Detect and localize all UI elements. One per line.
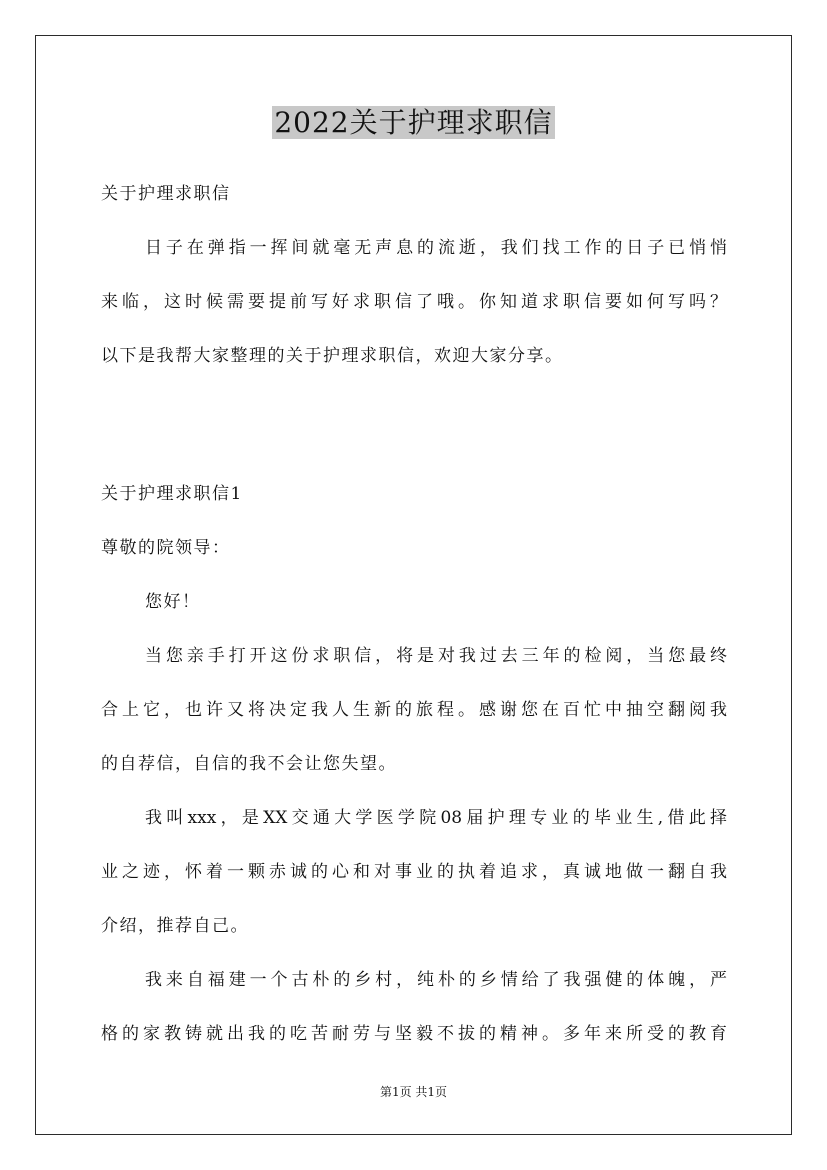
p1-line-1: 当您亲手打开这份求职信，将是对我过去三年的检阅，当您最终 xyxy=(145,646,727,666)
document-body xyxy=(101,172,727,1066)
p1-line-2: 合上它，也许又将决定我人生新的旅程。感谢您在百忙中抽空翻阅我 xyxy=(101,700,727,720)
subtitle: 关于护理求职信 xyxy=(101,184,231,204)
intro-line-1: 日子在弹指一挥间就毫无声息的流逝，我们找工作的日子已悄悄 xyxy=(145,238,727,258)
letter-salutation: 尊敬的院领导： xyxy=(101,538,231,558)
p1-line-3: 的自荐信，自信的我不会让您失望。 xyxy=(101,754,397,774)
p3-line-2: 格的家教铸就出我的吃苦耐劳与坚毅不拔的精神。多年来所受的教育 xyxy=(101,1024,727,1044)
p2-line-1: 我叫xxx，是XX交通大学医学院08届护理专业的毕业生,借此择 xyxy=(145,808,727,828)
page-footer: 第1页 共1页 xyxy=(379,1085,448,1099)
document-title xyxy=(0,104,827,142)
p2-line-2: 业之迹，怀着一颗赤诚的心和对事业的执着追求，真诚地做一翻自我 xyxy=(101,862,727,882)
letter-greeting: 您好！ xyxy=(145,592,201,612)
letter-heading: 关于护理求职信1 xyxy=(101,484,243,504)
p3-line-1: 我来自福建一个古朴的乡村，纯朴的乡情给了我强健的体魄，严 xyxy=(145,970,727,990)
intro-line-2: 来临，这时候需要提前写好求职信了哦。你知道求职信要如何写吗？ xyxy=(101,292,727,312)
document-title-text: 2022关于护理求职信 xyxy=(274,106,553,139)
p2-line-3: 介绍，推荐自己。 xyxy=(101,916,249,936)
spacer xyxy=(101,388,727,472)
intro-line-3: 以下是我帮大家整理的关于护理求职信，欢迎大家分享。 xyxy=(101,346,564,366)
